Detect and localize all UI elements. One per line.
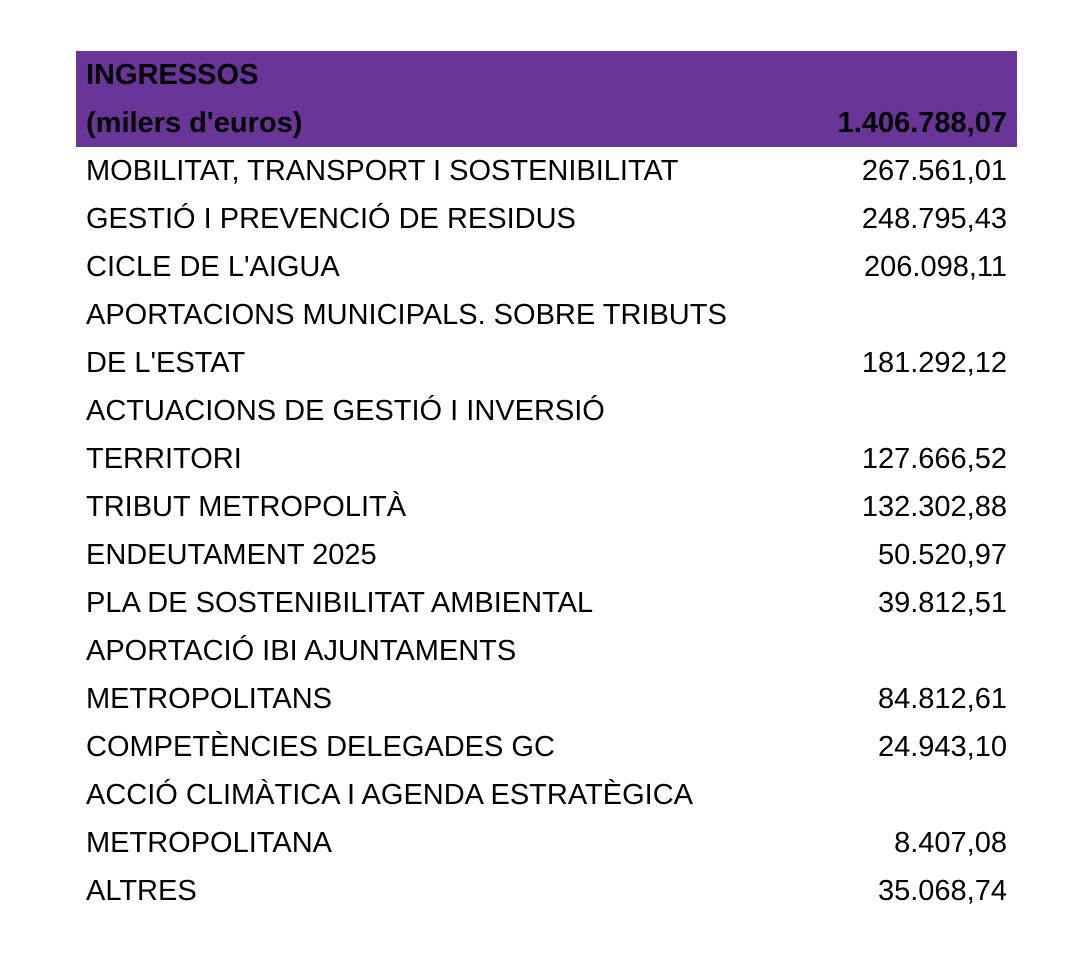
table-row xyxy=(86,723,1007,771)
header-total: 1.406.788,07 xyxy=(837,107,1007,139)
row-label: COMPETÈNCIES DELEGADES GC xyxy=(86,731,555,763)
row-value: 84.812,61 xyxy=(877,683,1007,715)
row-value: 8.407,08 xyxy=(894,827,1007,859)
header-line-1 xyxy=(86,51,1007,99)
row-value: 206.098,11 xyxy=(864,251,1007,283)
row-label: MOBILITAT, TRANSPORT I SOSTENIBILITAT xyxy=(86,155,679,187)
table-row xyxy=(86,387,1007,483)
row-label: APORTACIONS MUNICIPALS. SOBRE TRIBUTS DE L'ESTAT xyxy=(86,299,727,379)
row-label: CICLE DE L'AIGUA xyxy=(86,251,340,283)
row-label: ACCIÓ CLIMÀTICA I AGENDA ESTRATÈGICA METROPOLITANA xyxy=(86,779,693,859)
row-label: ENDEUTAMENT 2025 xyxy=(86,539,377,571)
table-row xyxy=(86,243,1007,291)
header-title: INGRESSOS xyxy=(86,59,259,91)
header-unit: (milers d'euros) xyxy=(86,107,303,139)
row-label: TRIBUT METROPOLITÀ xyxy=(86,491,407,523)
row-value: 39.812,51 xyxy=(877,587,1007,619)
row-label: GESTIÓ I PREVENCIÓ DE RESIDUS xyxy=(86,203,576,235)
row-value: 127.666,52 xyxy=(861,443,1007,475)
table-row xyxy=(86,147,1007,195)
table-row xyxy=(86,627,1007,723)
row-label: PLA DE SOSTENIBILITAT AMBIENTAL xyxy=(86,587,594,619)
table-header xyxy=(76,51,1017,147)
row-value: 50.520,97 xyxy=(877,539,1007,571)
row-value: 181.292,12 xyxy=(861,347,1007,379)
row-value: 248.795,43 xyxy=(861,203,1007,235)
row-value: 267.561,01 xyxy=(861,155,1007,187)
row-value: 132.302,88 xyxy=(861,491,1007,523)
row-value: 24.943,10 xyxy=(877,731,1007,763)
header-line-2 xyxy=(86,99,1007,147)
row-label: ACTUACIONS DE GESTIÓ I INVERSIÓ TERRITORI xyxy=(86,395,605,475)
table-row xyxy=(86,195,1007,243)
table-row xyxy=(86,867,1007,915)
income-table xyxy=(76,51,1017,915)
table-row xyxy=(86,291,1007,387)
row-label: APORTACIÓ IBI AJUNTAMENTS METROPOLITANS xyxy=(86,635,517,715)
table-row xyxy=(86,771,1007,867)
table-row xyxy=(86,531,1007,579)
table-row xyxy=(86,483,1007,531)
row-value: 35.068,74 xyxy=(877,875,1007,907)
table-row xyxy=(86,579,1007,627)
row-label: ALTRES xyxy=(86,875,197,907)
table-body xyxy=(76,147,1017,915)
